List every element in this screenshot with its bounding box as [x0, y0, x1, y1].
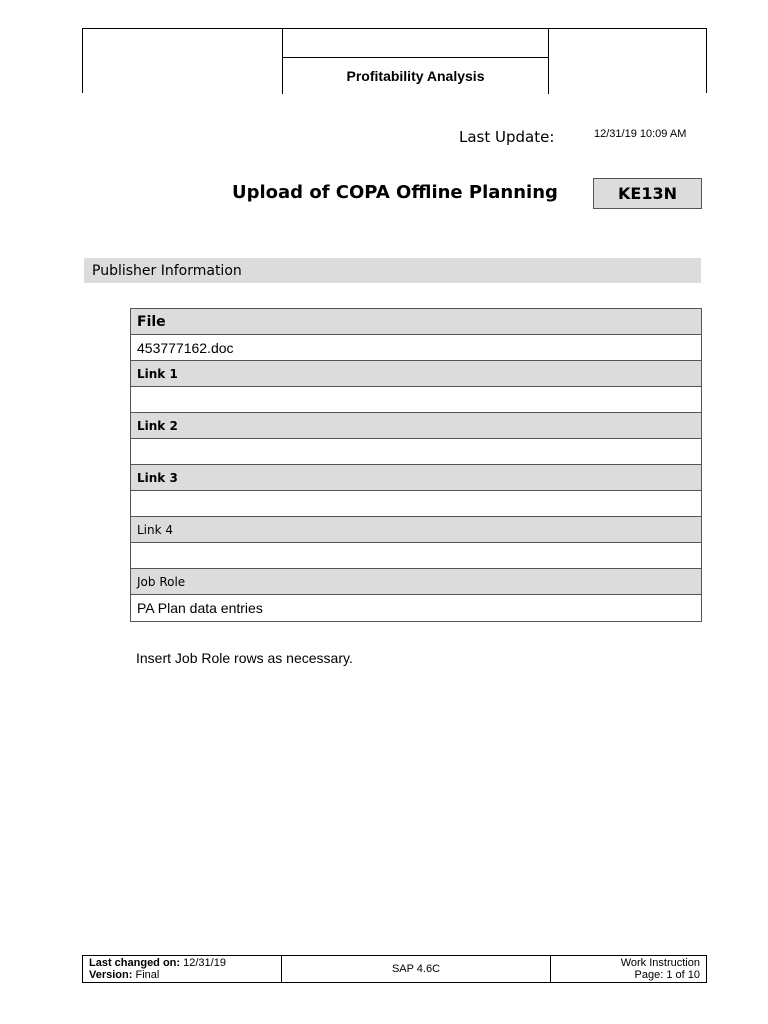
last-changed-value: 12/31/19	[183, 957, 226, 969]
footer-right-cell	[551, 956, 706, 982]
job-role-label-row	[131, 569, 701, 595]
footer-left-cell	[83, 956, 282, 982]
last-update-label: Last Update:	[459, 128, 555, 146]
job-role-label: Job Role	[137, 574, 186, 589]
file-value-row	[131, 335, 701, 361]
file-label: File	[137, 313, 166, 330]
link1-label-row	[131, 361, 701, 387]
page-header	[82, 28, 707, 93]
page-footer	[82, 955, 707, 983]
version-value: Final	[135, 969, 160, 981]
last-changed-label: Last changed on:	[89, 957, 181, 969]
footer-page-number: Page: 1 of 10	[634, 969, 700, 981]
link3-label: Link 3	[137, 470, 178, 485]
link4-label: Link 4	[137, 522, 174, 537]
section-heading: Publisher Information	[84, 258, 701, 283]
footer-doc-type: Work Instruction	[620, 957, 700, 969]
link2-value-row	[131, 439, 701, 465]
file-value: 453777162.doc	[137, 339, 234, 356]
link4-label-row	[131, 517, 701, 543]
last-update-value: 12/31/19 10:09 AM	[594, 128, 687, 140]
header-blank-cell	[283, 29, 548, 58]
link1-value-row	[131, 387, 701, 413]
header-center-cell	[282, 29, 549, 94]
job-role-value: PA Plan data entries	[137, 600, 263, 616]
document-title: Upload of COPA Offline Planning	[232, 182, 558, 203]
transaction-code-badge: KE13N	[593, 178, 702, 209]
instruction-note: Insert Job Role rows as necessary.	[136, 650, 353, 666]
last-changed-line	[89, 957, 275, 969]
link3-label-row	[131, 465, 701, 491]
link1-label: Link 1	[137, 366, 178, 381]
link3-value-row	[131, 491, 701, 517]
version-line	[89, 969, 275, 981]
publisher-info-table	[130, 308, 702, 622]
job-role-value-row	[131, 595, 701, 621]
link2-label-row	[131, 413, 701, 439]
footer-system: SAP 4.6C	[282, 956, 551, 982]
version-label: Version:	[89, 969, 133, 981]
link4-value-row	[131, 543, 701, 569]
header-title: Profitability Analysis	[346, 67, 485, 84]
link2-label: Link 2	[137, 418, 178, 433]
file-label-row	[131, 309, 701, 335]
